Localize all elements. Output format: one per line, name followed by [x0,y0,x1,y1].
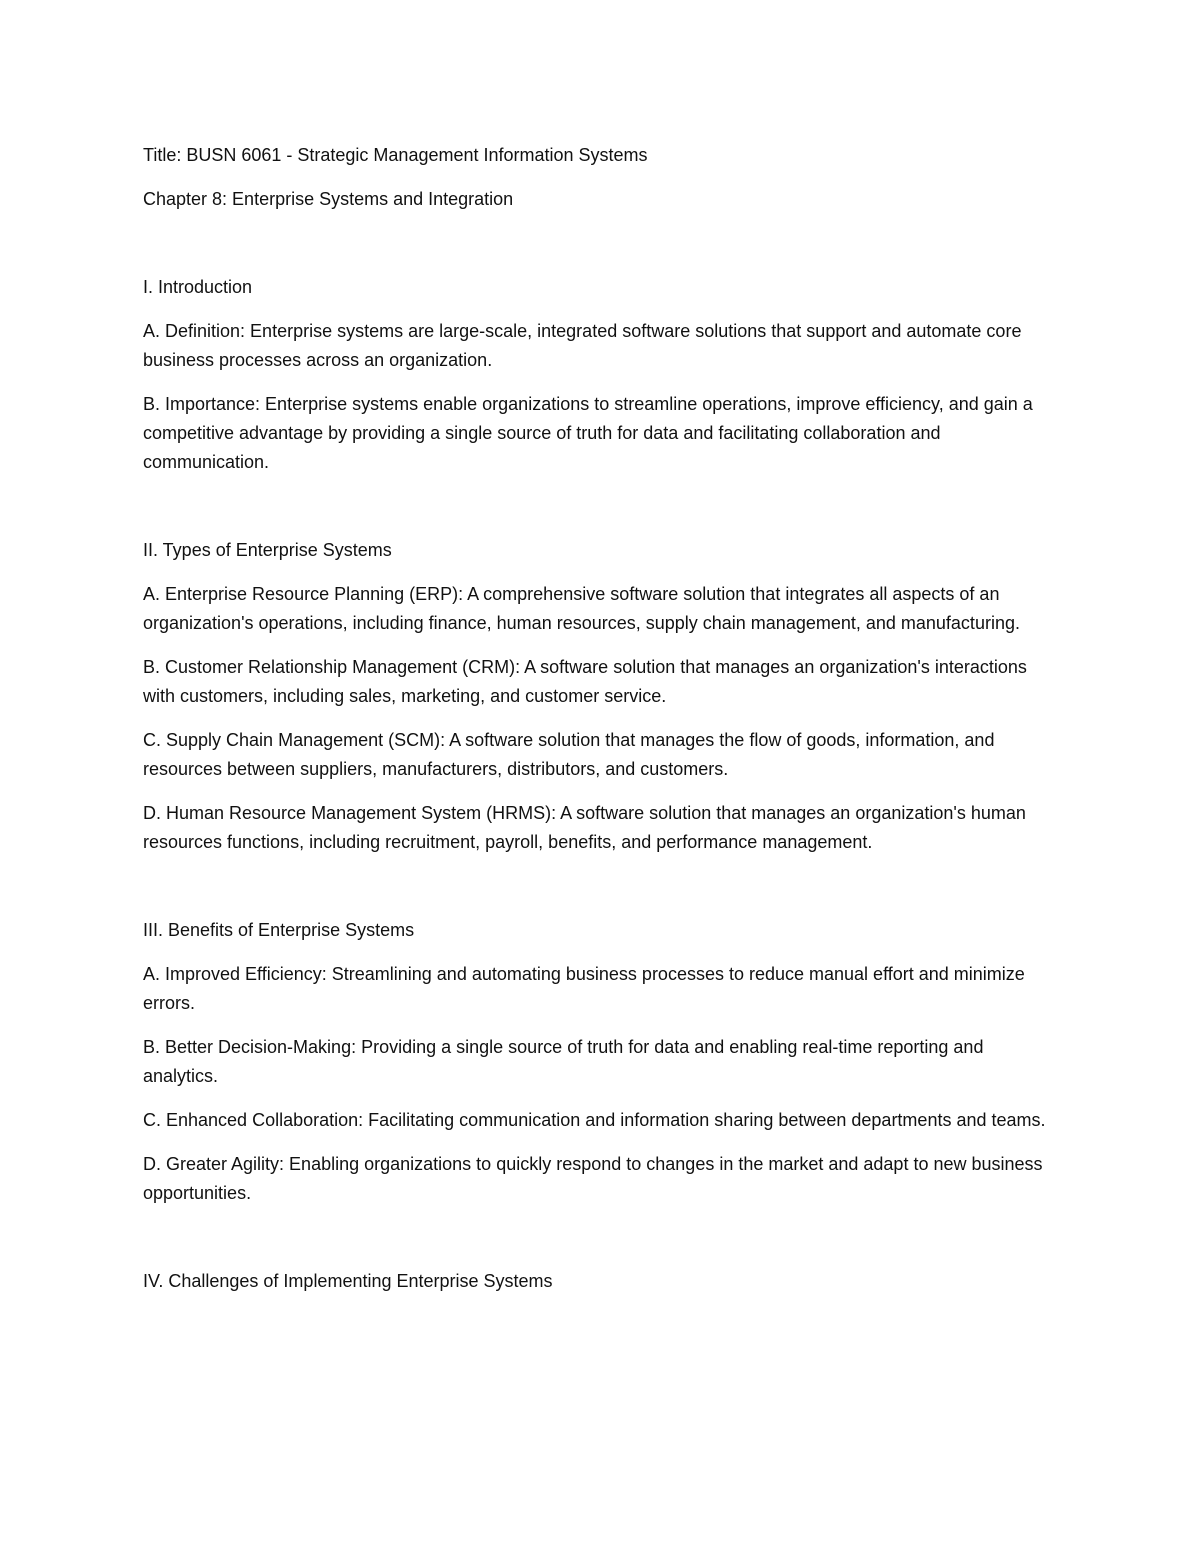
section-item: B. Customer Relationship Management (CRM): A software solution that manages an organization's interactions with customers, including sales, marketing, and customer service. [143,657,1027,706]
section-item: C. Supply Chain Management (SCM): A software solution that manages the flow of goods, information, and resources between suppliers, manufacturers, distributors, and customers. [143,730,995,779]
section-item: D. Greater Agility: Enabling organizations to quickly respond to changes in the market and adapt to new business opportunities. [143,1154,1043,1203]
document-title: Title: BUSN 6061 - Strategic Management Information Systems [143,145,648,165]
section-heading-introduction: I. Introduction [143,277,253,297]
section-heading-challenges: IV. Challenges of Implementing Enterprise Systems [143,1271,553,1291]
section-item: A. Definition: Enterprise systems are large-scale, integrated software solutions that support and automate core business processes across an organization. [143,321,1022,370]
section-item: B. Importance: Enterprise systems enable organizations to streamline operations, improve efficiency, and gain a competitive advantage by providing a single source of truth for data and facilitating collaboration and communication. [143,394,1033,472]
chapter-title: Chapter 8: Enterprise Systems and Integration [143,189,514,209]
section-heading-benefits: III. Benefits of Enterprise Systems [143,920,415,940]
document-body [143,141,1063,1311]
section-item: B. Better Decision-Making: Providing a single source of truth for data and enabling real-time reporting and analytics. [143,1037,984,1086]
section-item: D. Human Resource Management System (HRMS): A software solution that manages an organization's human resources functions, including recruitment, payroll, benefits, and performance management. [143,803,1026,852]
section-item: A. Enterprise Resource Planning (ERP): A comprehensive software solution that integrates all aspects of an organization's operations, including finance, human resources, supply chain management, and manufacturing. [143,584,1020,633]
section-heading-types: II. Types of Enterprise Systems [143,540,392,560]
section-item: A. Improved Efficiency: Streamlining and automating business processes to reduce manual effort and minimize errors. [143,964,1025,1013]
section-item: C. Enhanced Collaboration: Facilitating communication and information sharing between departments and teams. [143,1110,1046,1130]
